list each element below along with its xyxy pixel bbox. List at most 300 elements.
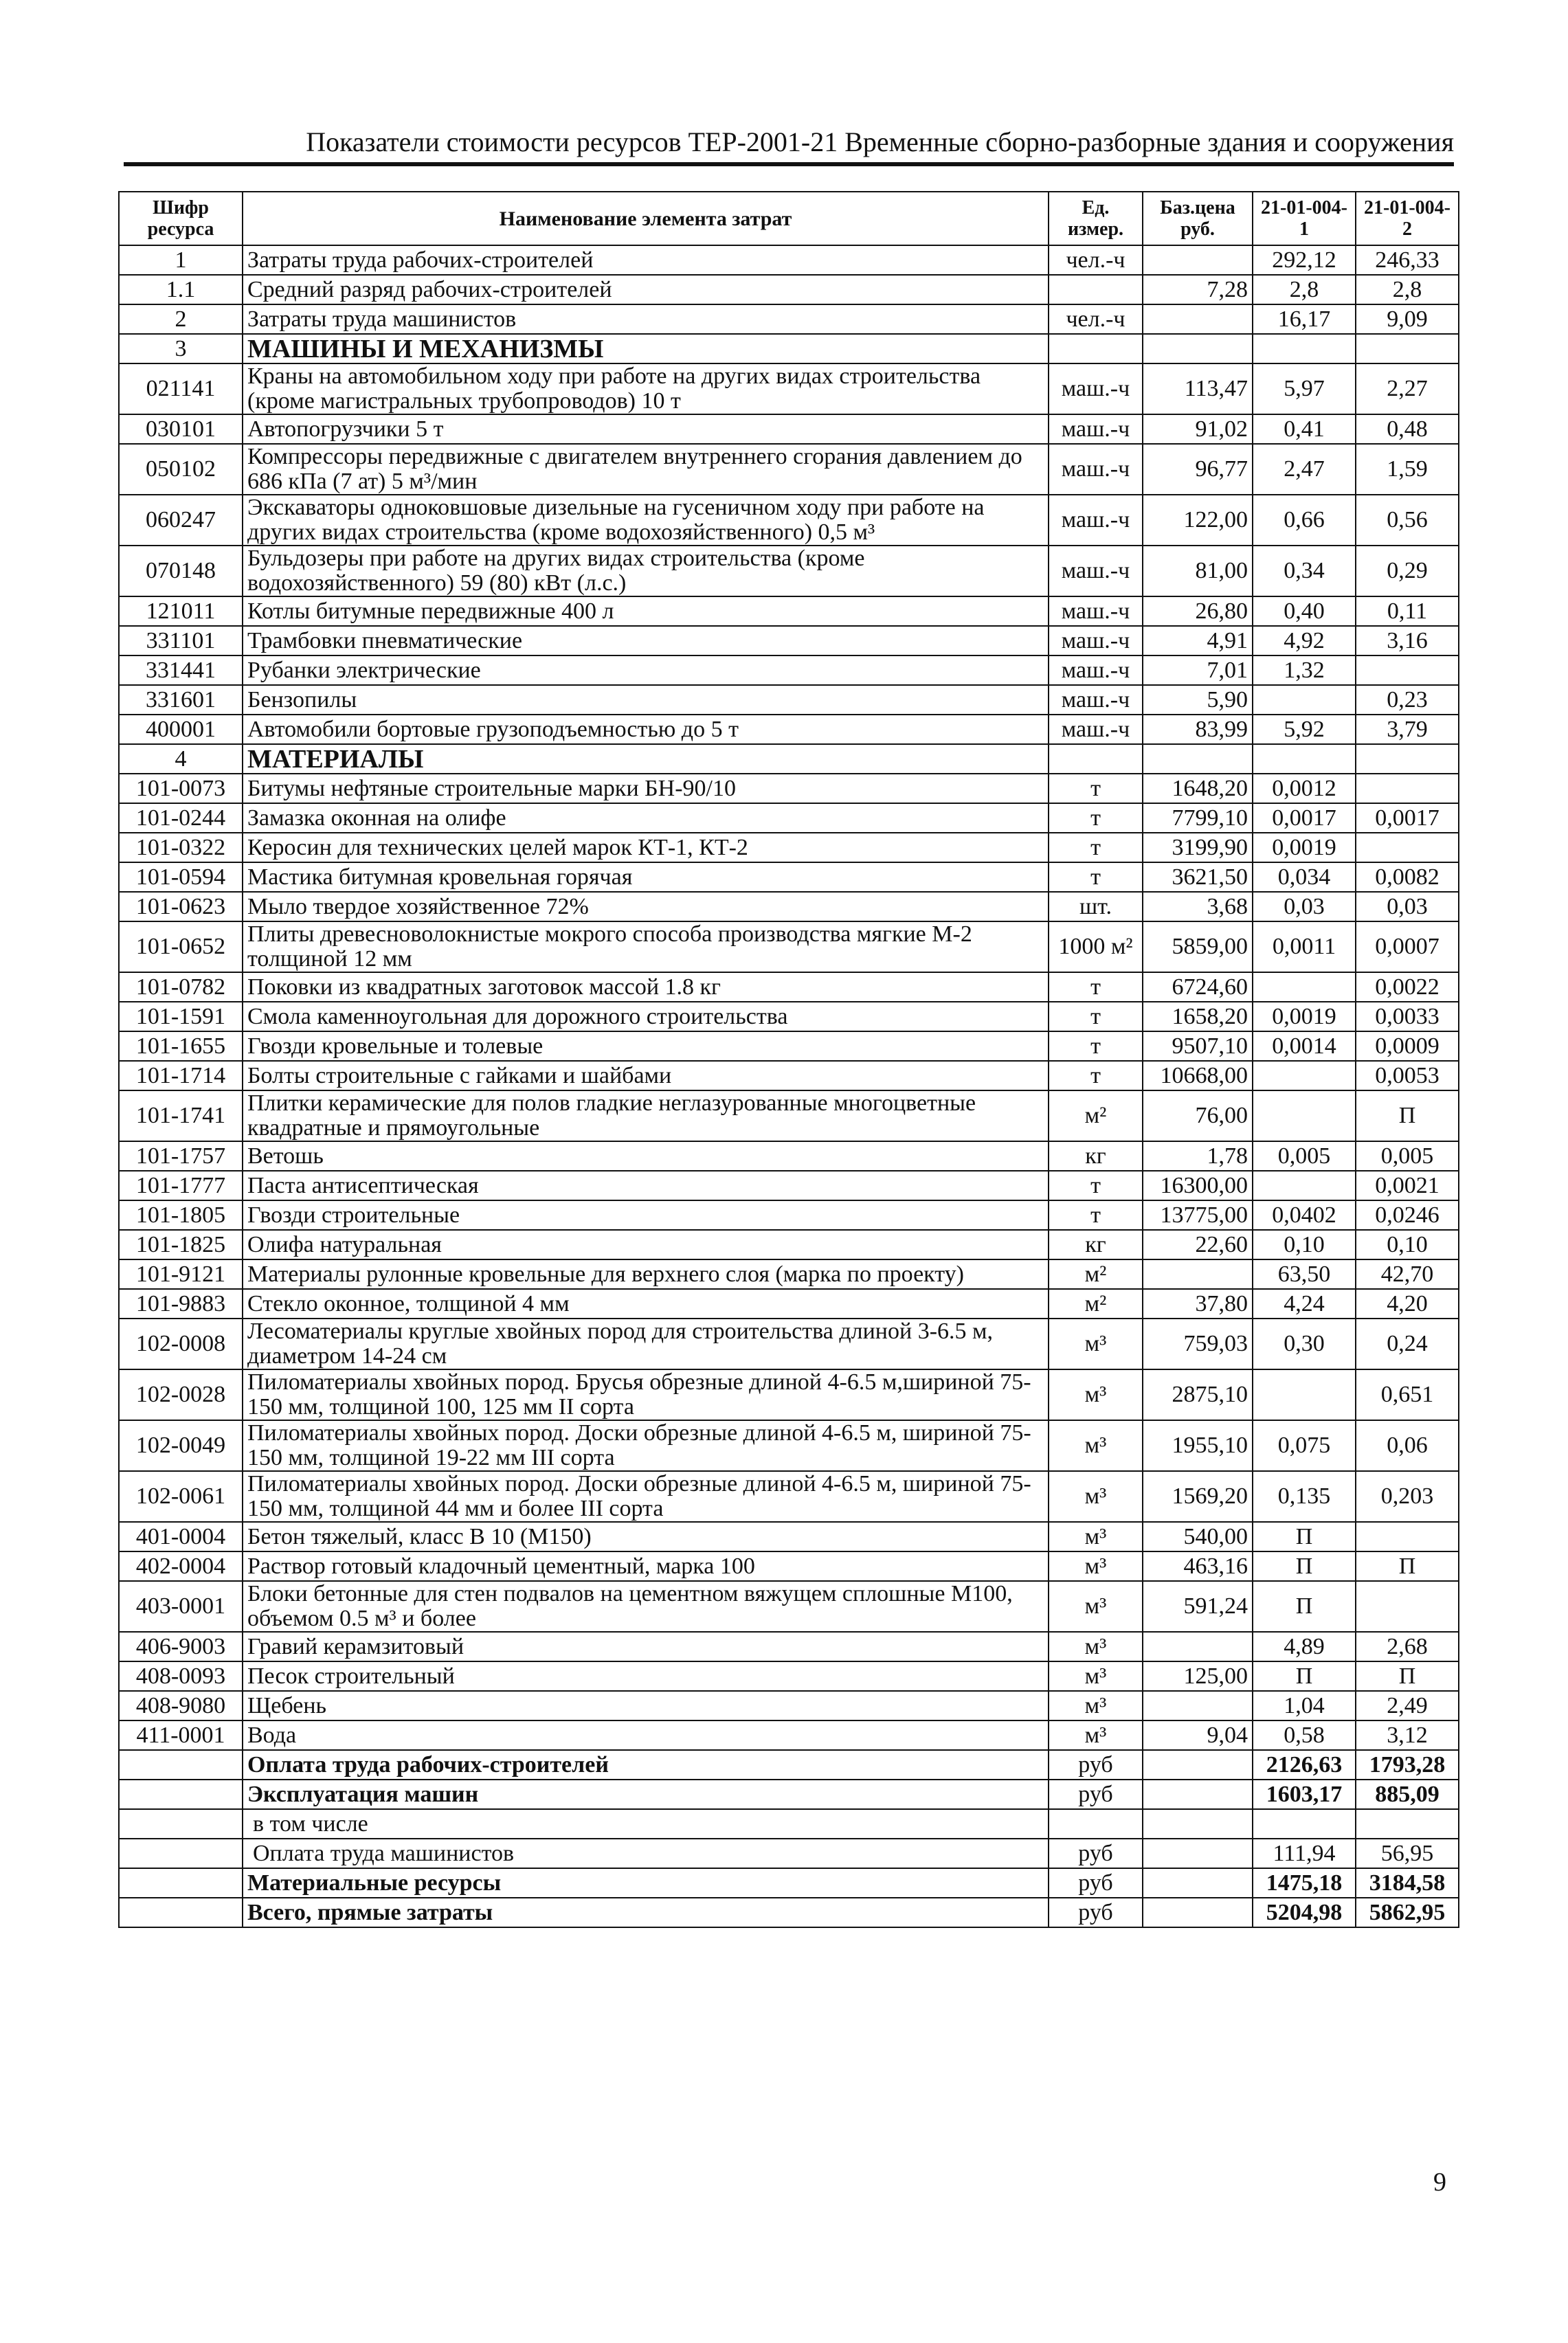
value-21-01-004-2: 0,0017 <box>1356 803 1459 833</box>
table-row <box>119 833 1459 862</box>
base-price <box>1143 744 1253 774</box>
resource-code: 101-1741 <box>119 1090 243 1141</box>
value-21-01-004-1 <box>1253 334 1356 363</box>
value-21-01-004-2: 0,24 <box>1356 1319 1459 1369</box>
value-21-01-004-2 <box>1356 334 1459 363</box>
resource-code: 102-0028 <box>119 1369 243 1420</box>
base-price: 113,47 <box>1143 363 1253 414</box>
header-col1: 21-01-004-1 <box>1253 192 1356 245</box>
value-21-01-004-2: 0,0082 <box>1356 862 1459 892</box>
value-21-01-004-2: 2,49 <box>1356 1691 1459 1720</box>
summary-code <box>119 1839 243 1868</box>
base-price: 1569,20 <box>1143 1471 1253 1522</box>
table-body <box>119 245 1459 1927</box>
base-price: 5,90 <box>1143 685 1253 715</box>
base-price: 122,00 <box>1143 495 1253 546</box>
value-21-01-004-1: 2,47 <box>1253 444 1356 495</box>
resource-unit: м³ <box>1049 1522 1143 1551</box>
value-21-01-004-1: 5,97 <box>1253 363 1356 414</box>
resource-code: 2 <box>119 304 243 334</box>
summary-code <box>119 1868 243 1898</box>
resource-name: Затраты труда рабочих-строителей <box>243 245 1049 275</box>
resource-unit: чел.-ч <box>1049 245 1143 275</box>
summary-row <box>119 1750 1459 1780</box>
table-row <box>119 1581 1459 1632</box>
resource-code: 101-1805 <box>119 1200 243 1230</box>
resource-unit: м² <box>1049 1259 1143 1289</box>
resource-code: 101-1825 <box>119 1230 243 1259</box>
resource-code: 331601 <box>119 685 243 715</box>
resource-unit <box>1049 275 1143 304</box>
value-21-01-004-2: П <box>1356 1661 1459 1691</box>
base-price <box>1143 304 1253 334</box>
resource-code: 408-9080 <box>119 1691 243 1720</box>
value-21-01-004-1: 0,34 <box>1253 546 1356 596</box>
resource-name: Олифа натуральная <box>243 1230 1049 1259</box>
summary-code <box>119 1809 243 1839</box>
header-unit: Ед. измер. <box>1049 192 1143 245</box>
resource-name: Стекло оконное, толщиной 4 мм <box>243 1289 1049 1319</box>
table-row <box>119 1090 1459 1141</box>
value-21-01-004-1: 1,04 <box>1253 1691 1356 1720</box>
resource-unit <box>1049 744 1143 774</box>
resource-code: 101-9883 <box>119 1289 243 1319</box>
table-row <box>119 774 1459 803</box>
summary-code <box>119 1780 243 1809</box>
resource-unit: м³ <box>1049 1691 1143 1720</box>
value-21-01-004-2: П <box>1356 1551 1459 1581</box>
base-price: 83,99 <box>1143 715 1253 744</box>
summary-price <box>1143 1839 1253 1868</box>
resource-unit: м³ <box>1049 1420 1143 1471</box>
base-price: 1648,20 <box>1143 774 1253 803</box>
resource-unit: м³ <box>1049 1581 1143 1632</box>
resource-unit: м³ <box>1049 1369 1143 1420</box>
resource-code: 101-0782 <box>119 972 243 1002</box>
resource-name: Трамбовки пневматические <box>243 626 1049 655</box>
table-row <box>119 1522 1459 1551</box>
summary-value-2: 5862,95 <box>1356 1898 1459 1927</box>
value-21-01-004-2: 3,16 <box>1356 626 1459 655</box>
table-row <box>119 803 1459 833</box>
table-row <box>119 1720 1459 1750</box>
summary-price <box>1143 1898 1253 1927</box>
value-21-01-004-1: 0,135 <box>1253 1471 1356 1522</box>
summary-code <box>119 1750 243 1780</box>
resource-name: Рубанки электрические <box>243 655 1049 685</box>
resource-unit: т <box>1049 1002 1143 1031</box>
header-col2: 21-01-004-2 <box>1356 192 1459 245</box>
table-row <box>119 546 1459 596</box>
table-row <box>119 304 1459 334</box>
resource-unit: маш.-ч <box>1049 715 1143 744</box>
base-price: 9507,10 <box>1143 1031 1253 1061</box>
table-row <box>119 1661 1459 1691</box>
resource-name: Раствор готовый кладочный цементный, марка 100 <box>243 1551 1049 1581</box>
resource-name: Пиломатериалы хвойных пород. Доски обрезные длиной 4-6.5 м, шириной 75-150 мм, толщиной 44 мм и более III сорта <box>243 1471 1049 1522</box>
table-row <box>119 1061 1459 1090</box>
resource-name: Краны на автомобильном ходу при работе на других видах строительства (кроме магистральных трубопроводов) 10 т <box>243 363 1049 414</box>
value-21-01-004-2: 0,0022 <box>1356 972 1459 1002</box>
summary-row <box>119 1780 1459 1809</box>
table-row <box>119 626 1459 655</box>
resource-unit: т <box>1049 1171 1143 1200</box>
resource-code: 3 <box>119 334 243 363</box>
value-21-01-004-1: 0,66 <box>1253 495 1356 546</box>
value-21-01-004-1: 292,12 <box>1253 245 1356 275</box>
summary-row <box>119 1809 1459 1839</box>
value-21-01-004-2: 0,203 <box>1356 1471 1459 1522</box>
base-price: 4,91 <box>1143 626 1253 655</box>
table-row <box>119 1230 1459 1259</box>
table-row <box>119 715 1459 744</box>
table-row <box>119 1420 1459 1471</box>
value-21-01-004-1: 0,41 <box>1253 414 1356 444</box>
resource-name: Бетон тяжелый, класс В 10 (М150) <box>243 1522 1049 1551</box>
resource-name: Лесоматериалы круглые хвойных пород для строительства длиной 3-6.5 м, диаметром 14-24 см <box>243 1319 1049 1369</box>
resource-name: Мастика битумная кровельная горячая <box>243 862 1049 892</box>
base-price: 16300,00 <box>1143 1171 1253 1200</box>
resource-unit: маш.-ч <box>1049 495 1143 546</box>
summary-value-1: 2126,63 <box>1253 1750 1356 1780</box>
resource-code: 101-0652 <box>119 921 243 972</box>
resource-name: Битумы нефтяные строительные марки БН-90/10 <box>243 774 1049 803</box>
resource-code: 102-0008 <box>119 1319 243 1369</box>
table-row <box>119 414 1459 444</box>
resource-code: 411-0001 <box>119 1720 243 1750</box>
value-21-01-004-1: П <box>1253 1551 1356 1581</box>
base-price: 3621,50 <box>1143 862 1253 892</box>
summary-unit <box>1049 1809 1143 1839</box>
value-21-01-004-1 <box>1253 1171 1356 1200</box>
table-row <box>119 1002 1459 1031</box>
header-code: Шифр ресурса <box>119 192 243 245</box>
resource-unit <box>1049 334 1143 363</box>
table-row <box>119 1141 1459 1171</box>
base-price: 125,00 <box>1143 1661 1253 1691</box>
value-21-01-004-1: 0,0011 <box>1253 921 1356 972</box>
resource-code: 121011 <box>119 596 243 626</box>
resource-name: Материалы рулонные кровельные для верхнего слоя (марка по проекту) <box>243 1259 1049 1289</box>
resource-name: МАШИНЫ И МЕХАНИЗМЫ <box>243 334 1049 363</box>
summary-name: в том числе <box>243 1809 1049 1839</box>
resource-unit: м³ <box>1049 1471 1143 1522</box>
summary-value-1: 111,94 <box>1253 1839 1356 1868</box>
resource-name: Вода <box>243 1720 1049 1750</box>
table-header-row <box>119 192 1459 245</box>
resource-unit: маш.-ч <box>1049 363 1143 414</box>
value-21-01-004-1: П <box>1253 1661 1356 1691</box>
resource-unit: м³ <box>1049 1632 1143 1661</box>
summary-unit: руб <box>1049 1780 1143 1809</box>
summary-row <box>119 1839 1459 1868</box>
resource-name: Бульдозеры при работе на других видах строительства (кроме водохозяйственного) 59 (80) кВт (л.с.) <box>243 546 1049 596</box>
summary-value-1: 1603,17 <box>1253 1780 1356 1809</box>
resource-code: 101-1777 <box>119 1171 243 1200</box>
resource-unit: т <box>1049 774 1143 803</box>
resource-name: Керосин для технических целей марок КТ-1, КТ-2 <box>243 833 1049 862</box>
header-price: Баз.цена руб. <box>1143 192 1253 245</box>
base-price: 10668,00 <box>1143 1061 1253 1090</box>
resource-name: Мыло твердое хозяйственное 72% <box>243 892 1049 921</box>
base-price: 463,16 <box>1143 1551 1253 1581</box>
resource-unit: т <box>1049 1200 1143 1230</box>
resource-code: 101-1591 <box>119 1002 243 1031</box>
base-price: 7,28 <box>1143 275 1253 304</box>
table-row <box>119 1691 1459 1720</box>
table-row <box>119 1200 1459 1230</box>
resource-code: 408-0093 <box>119 1661 243 1691</box>
value-21-01-004-2: 0,0021 <box>1356 1171 1459 1200</box>
resource-unit: маш.-ч <box>1049 546 1143 596</box>
resource-code: 021141 <box>119 363 243 414</box>
resource-unit: маш.-ч <box>1049 414 1143 444</box>
resource-name: Экскаваторы одноковшовые дизельные на гусеничном ходу при работе на других видах строительства (кроме водохозяйственного) 0,5 м³ <box>243 495 1049 546</box>
summary-price <box>1143 1868 1253 1898</box>
value-21-01-004-1: 0,0019 <box>1253 833 1356 862</box>
resource-name: Гвозди строительные <box>243 1200 1049 1230</box>
resource-unit: кг <box>1049 1230 1143 1259</box>
value-21-01-004-1: П <box>1253 1522 1356 1551</box>
table-row <box>119 892 1459 921</box>
resource-code: 101-1757 <box>119 1141 243 1171</box>
resource-code: 102-0061 <box>119 1471 243 1522</box>
table-row <box>119 495 1459 546</box>
table-row <box>119 921 1459 972</box>
value-21-01-004-2: 0,29 <box>1356 546 1459 596</box>
resource-name: Пиломатериалы хвойных пород. Доски обрезные длиной 4-6.5 м, шириной 75-150 мм, толщиной 19-22 мм III сорта <box>243 1420 1049 1471</box>
table-row <box>119 363 1459 414</box>
value-21-01-004-1 <box>1253 1369 1356 1420</box>
resource-unit: м² <box>1049 1090 1143 1141</box>
resource-name: Плиты древесноволокнистые мокрого способа производства мягкие М-2 толщиной 12 мм <box>243 921 1049 972</box>
summary-row <box>119 1898 1459 1927</box>
page-number: 9 <box>1433 2168 1446 2197</box>
value-21-01-004-2: 246,33 <box>1356 245 1459 275</box>
resource-unit: маш.-ч <box>1049 626 1143 655</box>
base-price: 9,04 <box>1143 1720 1253 1750</box>
resource-unit: 1000 м² <box>1049 921 1143 972</box>
resource-unit: чел.-ч <box>1049 304 1143 334</box>
resource-code: 406-9003 <box>119 1632 243 1661</box>
resource-code: 402-0004 <box>119 1551 243 1581</box>
base-price: 81,00 <box>1143 546 1253 596</box>
resource-code: 030101 <box>119 414 243 444</box>
base-price: 22,60 <box>1143 1230 1253 1259</box>
base-price: 7799,10 <box>1143 803 1253 833</box>
value-21-01-004-1: 0,0019 <box>1253 1002 1356 1031</box>
base-price: 3199,90 <box>1143 833 1253 862</box>
value-21-01-004-2: 0,0246 <box>1356 1200 1459 1230</box>
value-21-01-004-2: 2,27 <box>1356 363 1459 414</box>
table-row <box>119 245 1459 275</box>
value-21-01-004-1: 0,075 <box>1253 1420 1356 1471</box>
base-price <box>1143 1259 1253 1289</box>
resource-name: Поковки из квадратных заготовок массой 1.8 кг <box>243 972 1049 1002</box>
summary-unit: руб <box>1049 1839 1143 1868</box>
value-21-01-004-2 <box>1356 774 1459 803</box>
value-21-01-004-2: 9,09 <box>1356 304 1459 334</box>
value-21-01-004-1: 0,30 <box>1253 1319 1356 1369</box>
value-21-01-004-2: 2,8 <box>1356 275 1459 304</box>
base-price <box>1143 1691 1253 1720</box>
table-row <box>119 862 1459 892</box>
base-price: 3,68 <box>1143 892 1253 921</box>
resource-code: 4 <box>119 744 243 774</box>
table-row <box>119 972 1459 1002</box>
resource-unit: шт. <box>1049 892 1143 921</box>
value-21-01-004-1 <box>1253 685 1356 715</box>
base-price: 7,01 <box>1143 655 1253 685</box>
value-21-01-004-2 <box>1356 1581 1459 1632</box>
resource-code: 101-1655 <box>119 1031 243 1061</box>
resource-code: 403-0001 <box>119 1581 243 1632</box>
value-21-01-004-1 <box>1253 972 1356 1002</box>
value-21-01-004-2: П <box>1356 1090 1459 1141</box>
resource-name: Затраты труда машинистов <box>243 304 1049 334</box>
header-title: Показатели стоимости ресурсов ТЕР-2001-21 Временные сборно-разборные здания и сооружения <box>306 126 1454 157</box>
resource-cost-table <box>118 191 1459 1928</box>
table-row <box>119 685 1459 715</box>
resource-name: Автомобили бортовые грузоподъемностью до 5 т <box>243 715 1049 744</box>
value-21-01-004-2 <box>1356 1522 1459 1551</box>
value-21-01-004-1: 0,034 <box>1253 862 1356 892</box>
value-21-01-004-1: 0,03 <box>1253 892 1356 921</box>
value-21-01-004-1: 4,92 <box>1253 626 1356 655</box>
table-row <box>119 1632 1459 1661</box>
summary-value-1 <box>1253 1809 1356 1839</box>
resource-code: 1.1 <box>119 275 243 304</box>
resource-name: Котлы битумные передвижные 400 л <box>243 596 1049 626</box>
summary-name: Материальные ресурсы <box>243 1868 1049 1898</box>
resource-name: Гвозди кровельные и толевые <box>243 1031 1049 1061</box>
value-21-01-004-2: 0,005 <box>1356 1141 1459 1171</box>
resource-code: 401-0004 <box>119 1522 243 1551</box>
resource-unit: м² <box>1049 1289 1143 1319</box>
resource-code: 1 <box>119 245 243 275</box>
value-21-01-004-2: 3,79 <box>1356 715 1459 744</box>
resource-unit: маш.-ч <box>1049 596 1143 626</box>
resource-code: 400001 <box>119 715 243 744</box>
resource-code: 101-0244 <box>119 803 243 833</box>
table-row <box>119 1471 1459 1522</box>
value-21-01-004-1: 0,0402 <box>1253 1200 1356 1230</box>
table-row <box>119 655 1459 685</box>
resource-code: 101-9121 <box>119 1259 243 1289</box>
section-row <box>119 334 1459 363</box>
summary-value-2 <box>1356 1809 1459 1839</box>
value-21-01-004-2: 4,20 <box>1356 1289 1459 1319</box>
base-price: 13775,00 <box>1143 1200 1253 1230</box>
resource-name: Блоки бетонные для стен подвалов на цементном вяжущем сплошные М100, объемом 0.5 м³ и более <box>243 1581 1049 1632</box>
value-21-01-004-1: 4,24 <box>1253 1289 1356 1319</box>
summary-value-1: 1475,18 <box>1253 1868 1356 1898</box>
summary-price <box>1143 1809 1253 1839</box>
resource-unit: м³ <box>1049 1319 1143 1369</box>
base-price: 759,03 <box>1143 1319 1253 1369</box>
table-row <box>119 596 1459 626</box>
table-row <box>119 1289 1459 1319</box>
resource-code: 101-0073 <box>119 774 243 803</box>
summary-value-2: 1793,28 <box>1356 1750 1459 1780</box>
resource-unit: маш.-ч <box>1049 685 1143 715</box>
resource-unit: т <box>1049 803 1143 833</box>
summary-price <box>1143 1750 1253 1780</box>
table-row <box>119 1551 1459 1581</box>
table-row <box>119 275 1459 304</box>
resource-unit: м³ <box>1049 1551 1143 1581</box>
resource-unit: т <box>1049 1061 1143 1090</box>
value-21-01-004-2: 0,0053 <box>1356 1061 1459 1090</box>
value-21-01-004-2: 0,23 <box>1356 685 1459 715</box>
table-row <box>119 1259 1459 1289</box>
value-21-01-004-2: 0,56 <box>1356 495 1459 546</box>
resource-name: Пиломатериалы хвойных пород. Брусья обрезные длиной 4-6.5 м,шириной 75-150 мм, толщиной 100, 125 мм II сорта <box>243 1369 1049 1420</box>
resource-code: 101-0623 <box>119 892 243 921</box>
summary-unit: руб <box>1049 1898 1143 1927</box>
resource-name: Гравий керамзитовый <box>243 1632 1049 1661</box>
resource-name: Компрессоры передвижные с двигателем внутреннего сгорания давлением до 686 кПа (7 ат) 5 м³/мин <box>243 444 1049 495</box>
base-price: 591,24 <box>1143 1581 1253 1632</box>
resource-code: 101-0322 <box>119 833 243 862</box>
resource-name: Бензопилы <box>243 685 1049 715</box>
resource-unit: маш.-ч <box>1049 444 1143 495</box>
resource-code: 331101 <box>119 626 243 655</box>
resource-name: Средний разряд рабочих-строителей <box>243 275 1049 304</box>
base-price: 1955,10 <box>1143 1420 1253 1471</box>
resource-code: 070148 <box>119 546 243 596</box>
resource-name: Замазка оконная на олифе <box>243 803 1049 833</box>
summary-unit: руб <box>1049 1750 1143 1780</box>
base-price: 76,00 <box>1143 1090 1253 1141</box>
base-price <box>1143 334 1253 363</box>
summary-value-2: 3184,58 <box>1356 1868 1459 1898</box>
value-21-01-004-1: 0,0012 <box>1253 774 1356 803</box>
summary-value-1: 5204,98 <box>1253 1898 1356 1927</box>
resource-name: МАТЕРИАЛЫ <box>243 744 1049 774</box>
value-21-01-004-2: 0,10 <box>1356 1230 1459 1259</box>
base-price: 1658,20 <box>1143 1002 1253 1031</box>
resource-unit: т <box>1049 972 1143 1002</box>
base-price: 5859,00 <box>1143 921 1253 972</box>
resource-code: 050102 <box>119 444 243 495</box>
value-21-01-004-2: 0,0009 <box>1356 1031 1459 1061</box>
table-row <box>119 1319 1459 1369</box>
summary-unit: руб <box>1049 1868 1143 1898</box>
resource-code: 331441 <box>119 655 243 685</box>
table-row <box>119 444 1459 495</box>
value-21-01-004-1: 0,58 <box>1253 1720 1356 1750</box>
value-21-01-004-1: 0,0014 <box>1253 1031 1356 1061</box>
value-21-01-004-1 <box>1253 744 1356 774</box>
resource-unit: т <box>1049 833 1143 862</box>
base-price: 6724,60 <box>1143 972 1253 1002</box>
value-21-01-004-2 <box>1356 655 1459 685</box>
table-row <box>119 1171 1459 1200</box>
resource-code: 102-0049 <box>119 1420 243 1471</box>
value-21-01-004-2 <box>1356 833 1459 862</box>
value-21-01-004-1 <box>1253 1061 1356 1090</box>
value-21-01-004-1: 16,17 <box>1253 304 1356 334</box>
header-name: Наименование элемента затрат <box>243 192 1049 245</box>
table-row <box>119 1369 1459 1420</box>
base-price <box>1143 1632 1253 1661</box>
summary-price <box>1143 1780 1253 1809</box>
value-21-01-004-2: 0,0033 <box>1356 1002 1459 1031</box>
value-21-01-004-2 <box>1356 744 1459 774</box>
resource-name: Автопогрузчики 5 т <box>243 414 1049 444</box>
value-21-01-004-2: 0,651 <box>1356 1369 1459 1420</box>
